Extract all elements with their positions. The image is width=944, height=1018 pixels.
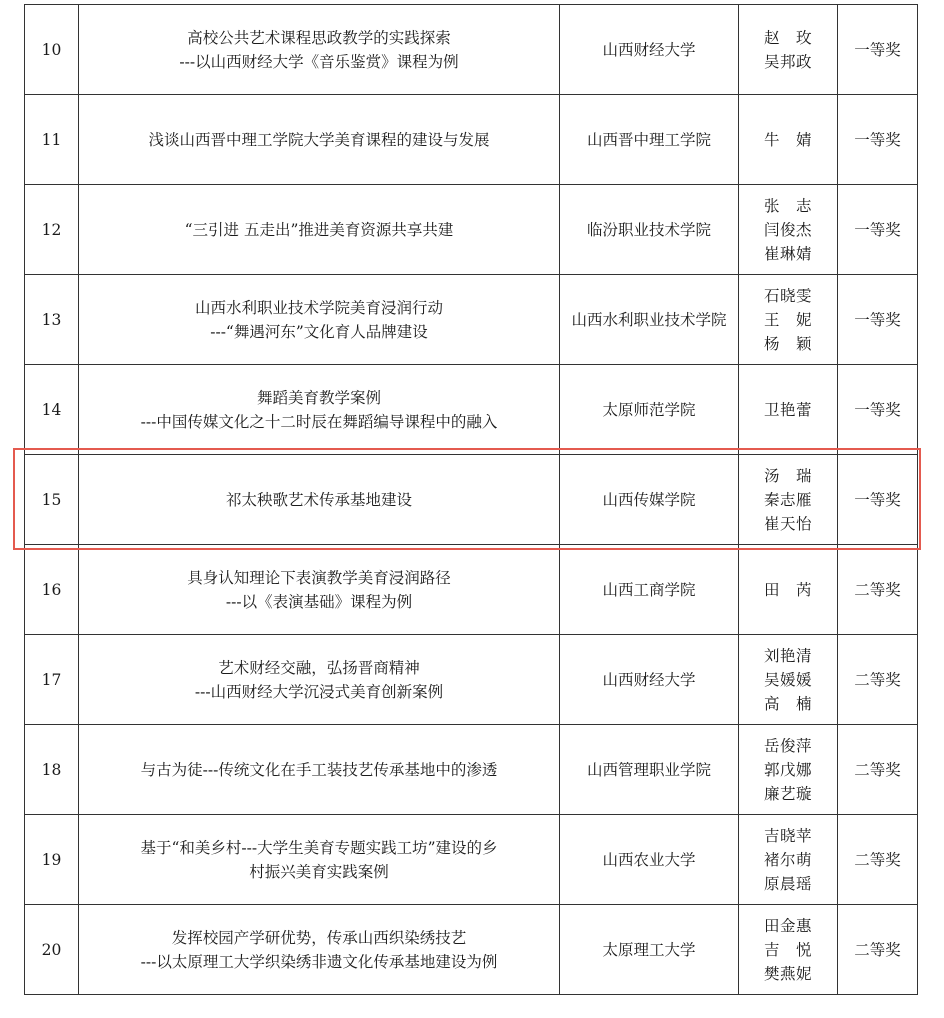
institution-cell: 山西农业大学: [560, 815, 739, 905]
author-name: 张 志: [763, 196, 812, 215]
author-name: 原晨瑶: [763, 874, 812, 893]
authors-cell: [739, 635, 838, 725]
author-name: 吉 悦: [763, 940, 812, 959]
award-cell: 二等奖: [838, 905, 918, 995]
title-cell: [79, 5, 560, 95]
row-number-cell: 12: [25, 185, 79, 275]
institution-cell: 山西财经大学: [560, 635, 739, 725]
table-row: [25, 185, 918, 275]
award-cell: 一等奖: [838, 95, 918, 185]
title-cell: [79, 455, 560, 545]
authors-cell: [739, 545, 838, 635]
title-line: ---中国传媒文化之十二时辰在舞蹈编导课程中的融入: [140, 412, 498, 431]
table-row: [25, 815, 918, 905]
authors-cell: [739, 5, 838, 95]
title-line: 发挥校园产学研优势，传承山西织染绣技艺: [171, 928, 467, 947]
row-number-cell: 20: [25, 905, 79, 995]
table-row: [25, 545, 918, 635]
author-name: 闫俊杰: [763, 220, 812, 239]
title-line: 与古为徒---传统文化在手工装技艺传承基地中的渗透: [140, 760, 498, 779]
author-name: 吴邦政: [763, 52, 812, 71]
table-row: [25, 725, 918, 815]
authors-cell: [739, 815, 838, 905]
author-name: 郭戊娜: [763, 760, 812, 779]
award-cell: 一等奖: [838, 185, 918, 275]
awards-table: [24, 4, 918, 995]
row-number-cell: 17: [25, 635, 79, 725]
author-name: 杨 颖: [763, 334, 812, 353]
award-cell: 一等奖: [838, 275, 918, 365]
authors-cell: [739, 365, 838, 455]
title-cell: [79, 815, 560, 905]
table-row: [25, 5, 918, 95]
author-name: 田金惠: [763, 916, 812, 935]
institution-cell: 山西水利职业技术学院: [560, 275, 739, 365]
award-cell: 一等奖: [838, 455, 918, 545]
title-line: ---“舞遇河东”文化育人品牌建设: [210, 322, 428, 341]
award-cell: 一等奖: [838, 5, 918, 95]
row-number-cell: 11: [25, 95, 79, 185]
author-name: 崔琳婧: [763, 244, 812, 263]
title-line: “三引进 五走出”推进美育资源共享共建: [184, 220, 454, 239]
row-number-cell: 16: [25, 545, 79, 635]
award-cell: 二等奖: [838, 815, 918, 905]
title-line: 艺术财经交融，弘扬晋商精神: [218, 658, 420, 677]
title-line: ---以《表演基础》课程为例: [225, 592, 413, 611]
author-name: 褚尔萌: [763, 850, 812, 869]
institution-cell: 山西管理职业学院: [560, 725, 739, 815]
institution-cell: 太原理工大学: [560, 905, 739, 995]
author-name: 卫艳蕾: [763, 400, 812, 419]
author-name: 吉晓苹: [763, 826, 812, 845]
title-cell: [79, 545, 560, 635]
title-line: ---山西财经大学沉浸式美育创新案例: [194, 682, 444, 701]
institution-cell: 太原师范学院: [560, 365, 739, 455]
table-row: [25, 455, 918, 545]
title-line: 村振兴美育实践案例: [249, 862, 389, 881]
author-name: 秦志雁: [763, 490, 812, 509]
table-row: [25, 275, 918, 365]
title-cell: [79, 365, 560, 455]
author-name: 石晓雯: [763, 286, 812, 305]
institution-cell: 临汾职业技术学院: [560, 185, 739, 275]
row-number-cell: 19: [25, 815, 79, 905]
title-cell: [79, 275, 560, 365]
institution-cell: 山西传媒学院: [560, 455, 739, 545]
author-name: 王 妮: [763, 310, 812, 329]
author-name: 牛 婧: [763, 130, 812, 149]
author-name: 高 楠: [763, 694, 812, 713]
row-number-cell: 14: [25, 365, 79, 455]
row-number-cell: 15: [25, 455, 79, 545]
title-line: ---以山西财经大学《音乐鉴赏》课程为例: [179, 52, 459, 71]
title-cell: [79, 95, 560, 185]
authors-cell: [739, 95, 838, 185]
title-line: 具身认知理论下表演教学美育浸润路径: [187, 568, 451, 587]
title-line: 高校公共艺术课程思政教学的实践探索: [187, 28, 451, 47]
title-cell: [79, 635, 560, 725]
authors-cell: [739, 725, 838, 815]
institution-cell: 山西财经大学: [560, 5, 739, 95]
title-line: 基于“和美乡村---大学生美育专题实践工坊”建设的乡: [140, 838, 498, 857]
title-cell: [79, 185, 560, 275]
award-cell: 一等奖: [838, 365, 918, 455]
table-row: [25, 635, 918, 725]
author-name: 汤 瑞: [763, 466, 812, 485]
row-number-cell: 18: [25, 725, 79, 815]
award-cell: 二等奖: [838, 635, 918, 725]
title-line: 山西水利职业技术学院美育浸润行动: [194, 298, 443, 317]
row-number-cell: 10: [25, 5, 79, 95]
author-name: 赵 玫: [763, 28, 812, 47]
title-cell: [79, 905, 560, 995]
title-line: 祁太秧歌艺术传承基地建设: [225, 490, 412, 509]
row-number-cell: 13: [25, 275, 79, 365]
authors-cell: [739, 455, 838, 545]
author-name: 崔天怡: [763, 514, 812, 533]
title-cell: [79, 725, 560, 815]
authors-cell: [739, 275, 838, 365]
author-name: 吴媛媛: [763, 670, 812, 689]
award-cell: 二等奖: [838, 545, 918, 635]
table-row: [25, 95, 918, 185]
author-name: 田 芮: [763, 580, 812, 599]
table-row: [25, 365, 918, 455]
title-line: 舞蹈美育教学案例: [256, 388, 381, 407]
title-line: ---以太原理工大学织染绣非遗文化传承基地建设为例: [140, 952, 498, 971]
table-row: [25, 905, 918, 995]
institution-cell: 山西工商学院: [560, 545, 739, 635]
author-name: 岳俊萍: [763, 736, 812, 755]
author-name: 樊燕妮: [763, 964, 812, 983]
author-name: 刘艳清: [763, 646, 812, 665]
authors-cell: [739, 185, 838, 275]
title-line: 浅谈山西晋中理工学院大学美育课程的建设与发展: [148, 130, 490, 149]
authors-cell: [739, 905, 838, 995]
institution-cell: 山西晋中理工学院: [560, 95, 739, 185]
awards-table-body: [25, 5, 918, 995]
author-name: 廉艺璇: [763, 784, 812, 803]
award-cell: 二等奖: [838, 725, 918, 815]
